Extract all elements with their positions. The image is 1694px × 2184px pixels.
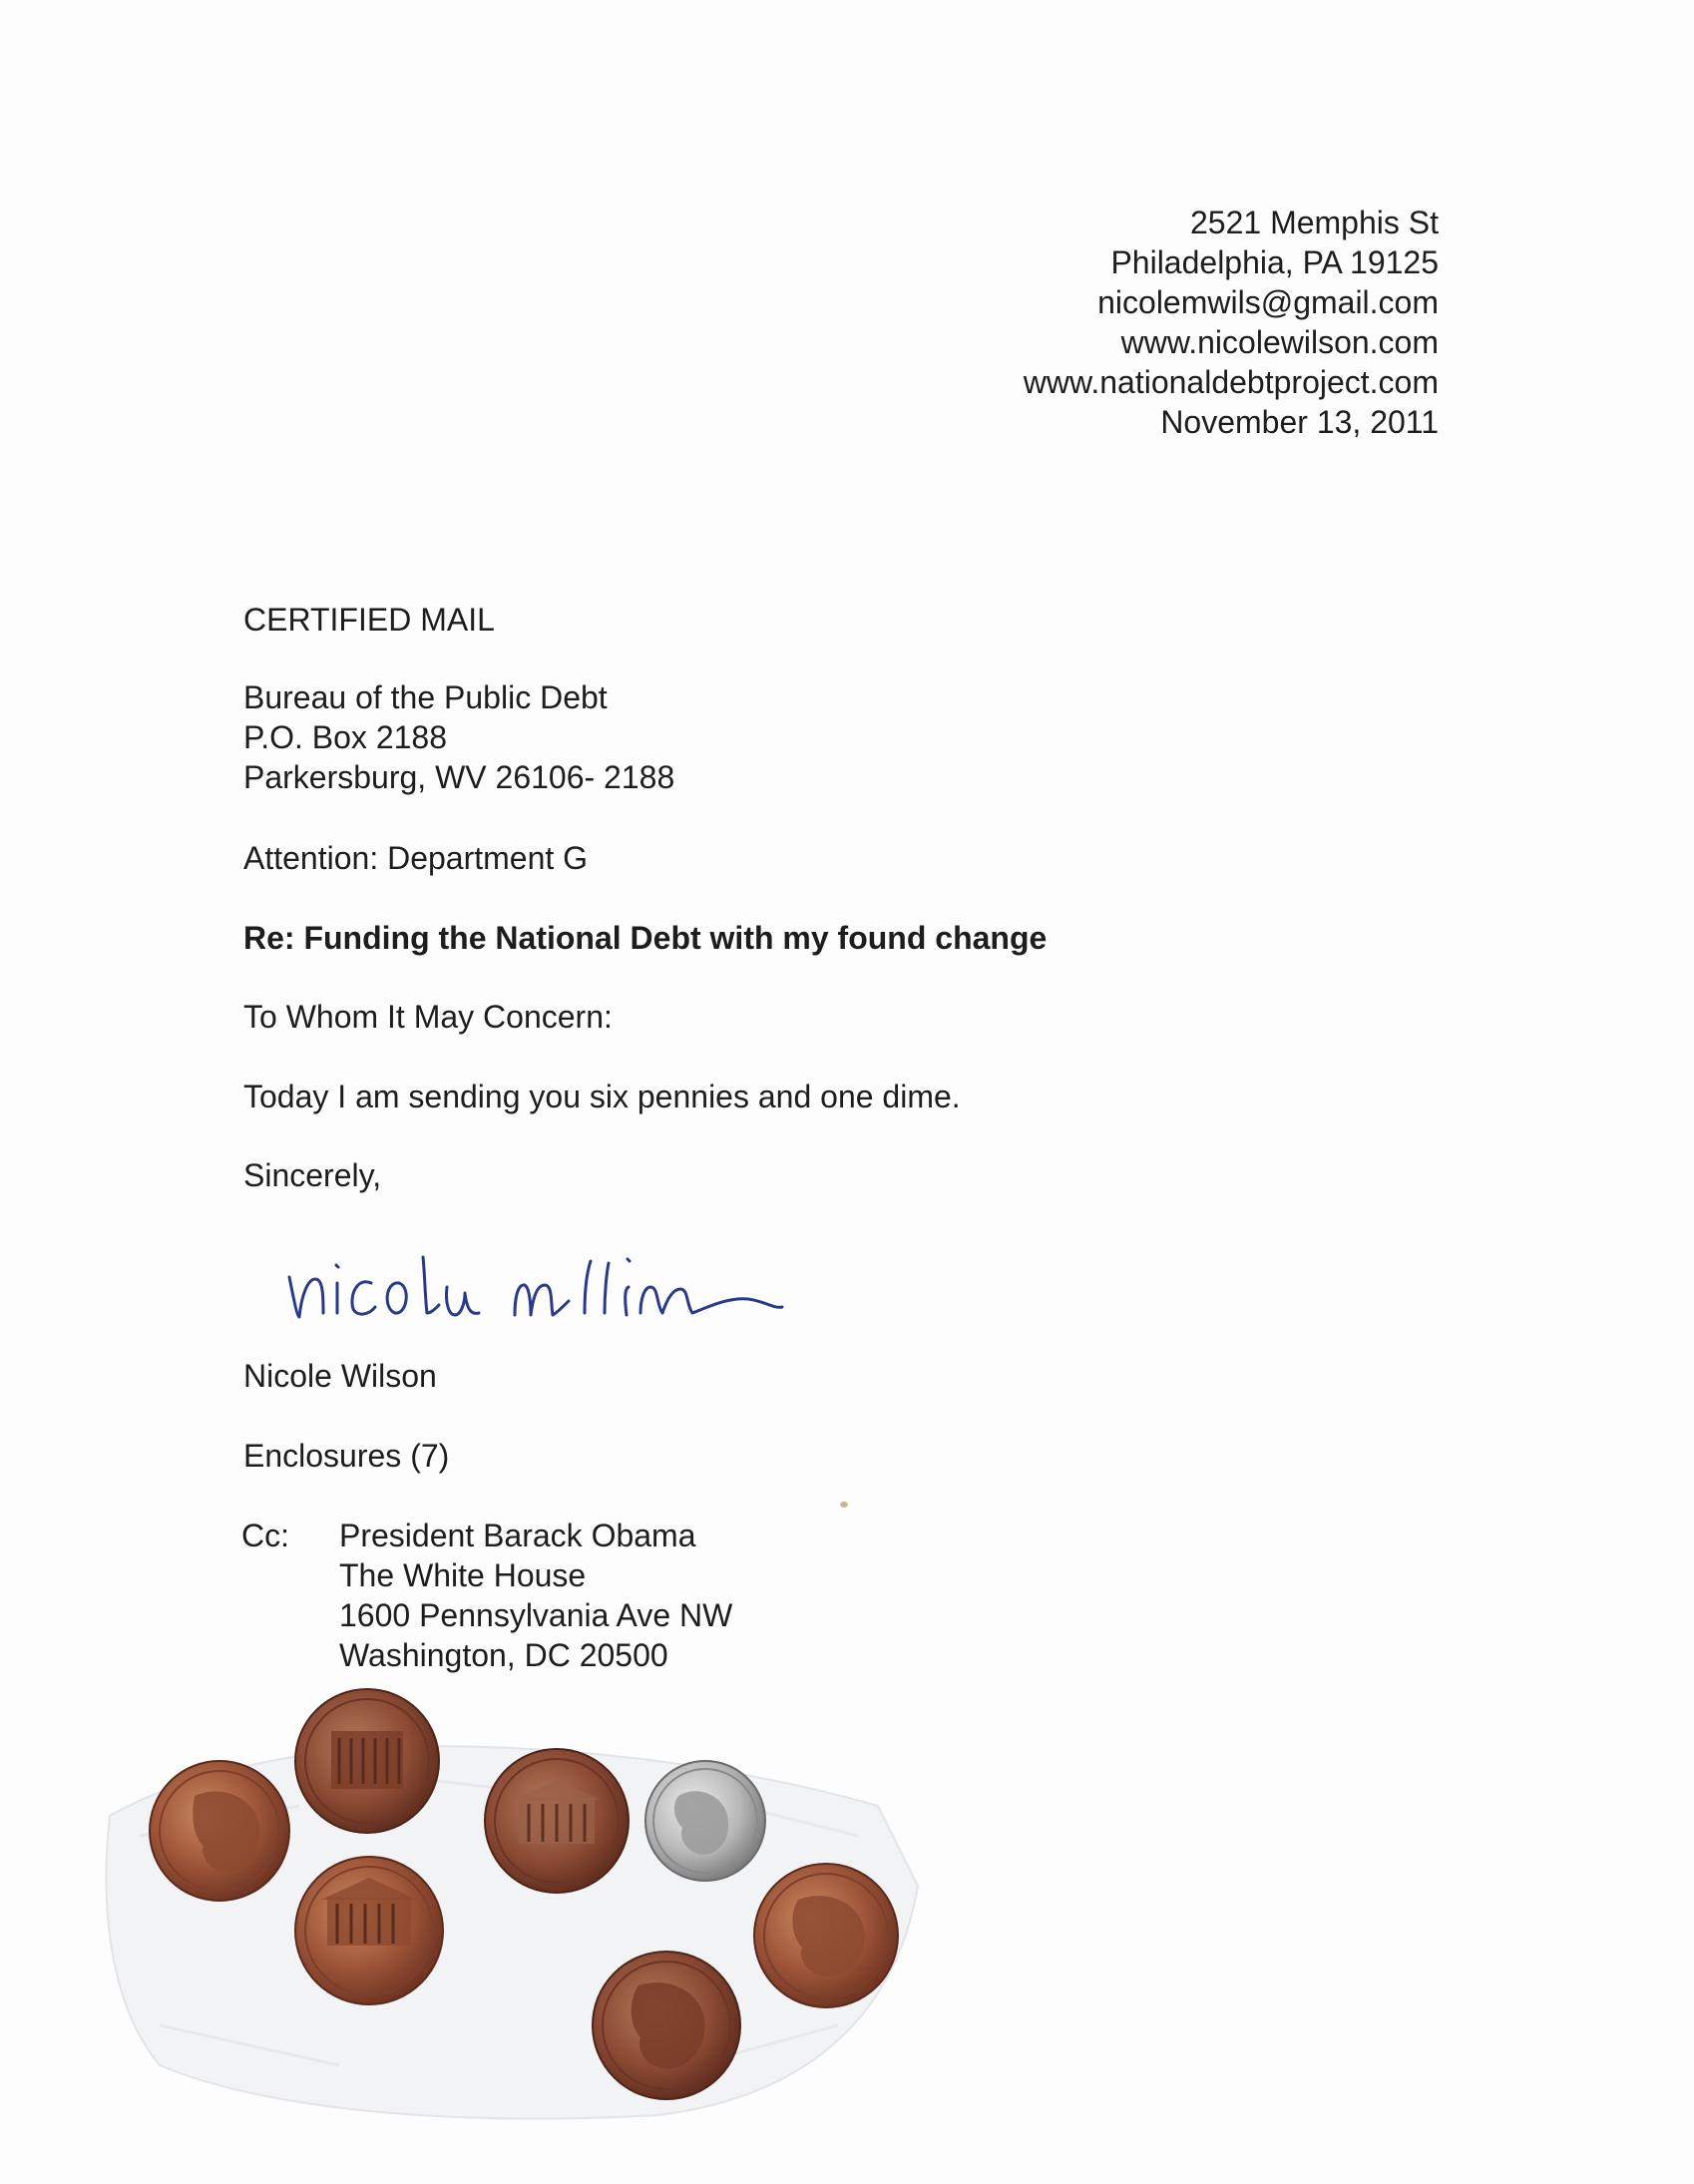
sender-city-state-zip: Philadelphia, PA 19125 (1110, 244, 1439, 280)
cc-organization: The White House (339, 1557, 587, 1593)
recipient-address-block (243, 677, 674, 797)
closing: Sincerely, (243, 1157, 382, 1193)
handwritten-signature (279, 1217, 798, 1337)
enclosures-line: Enclosures (7) (243, 1438, 450, 1474)
delivery-method: CERTIFIED MAIL (243, 602, 495, 638)
paper-speck (840, 1502, 848, 1508)
recipient-city-state-zip: Parkersburg, WV 26106- 2188 (243, 759, 675, 795)
penny-coin (754, 1864, 898, 2007)
sender-street: 2521 Memphis St (1189, 205, 1439, 240)
cc-city-state-zip: Washington, DC 20500 (339, 1637, 668, 1673)
penny-coin (485, 1749, 629, 1893)
recipient-name: Bureau of the Public Debt (243, 679, 608, 715)
sender-website: www.nicolewilson.com (1120, 324, 1439, 360)
cc-label: Cc: (241, 1518, 289, 1553)
subject-line: Re: Funding the National Debt with my found change (243, 920, 1048, 956)
signer-name: Nicole Wilson (243, 1358, 437, 1394)
sender-project-website: www.nationaldebtproject.com (1023, 364, 1439, 400)
enclosed-coins-photo (100, 1686, 938, 2125)
sender-address-block (1024, 203, 1439, 442)
salutation: To Whom It May Concern: (243, 999, 613, 1035)
cc-address-block (339, 1516, 732, 1675)
letter-date: November 13, 2011 (1160, 404, 1439, 440)
penny-coin (150, 1761, 289, 1901)
letter-body: Today I am sending you six pennies and one dime. (243, 1079, 961, 1114)
penny-coin (295, 1857, 443, 2004)
cc-street: 1600 Pennsylvania Ave NW (339, 1597, 733, 1633)
sender-email: nicolemwils@gmail.com (1097, 284, 1439, 320)
dime-coin (645, 1761, 765, 1881)
attention-line: Attention: Department G (243, 840, 589, 876)
penny-coin (593, 1952, 740, 2099)
cc-name: President Barack Obama (339, 1518, 696, 1553)
recipient-po-box: P.O. Box 2188 (243, 719, 447, 755)
penny-coin (295, 1689, 439, 1833)
